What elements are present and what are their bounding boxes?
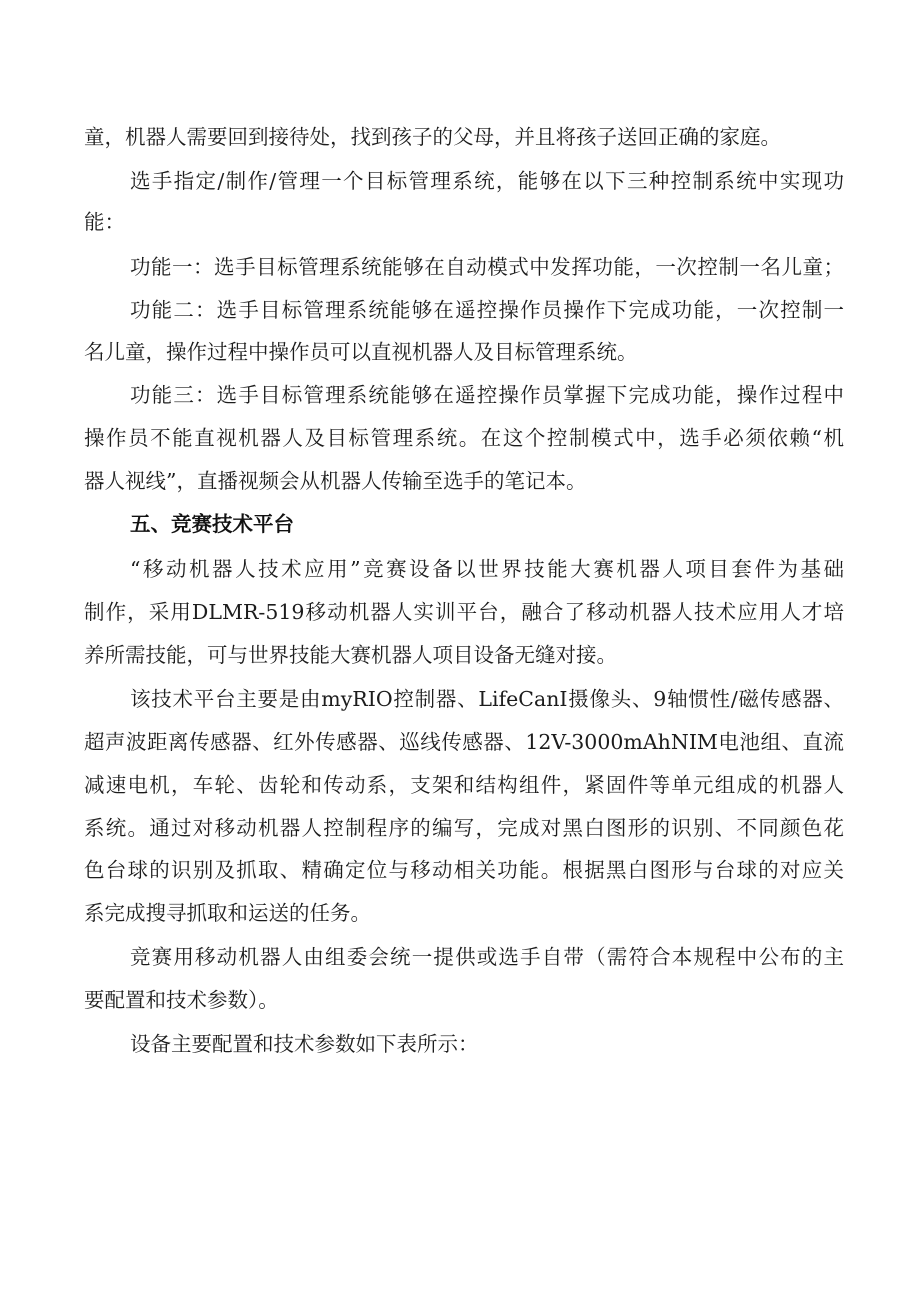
paragraph-line: 器人视线”，直播视频会从机器人传输至选手的笔记本。: [84, 469, 587, 493]
paragraph-line: 色台球的识别及抓取、精确定位与移动相关功能。根据黑白图形与台球的对应关: [84, 858, 844, 882]
paragraph-line: 系完成搜寻抓取和运送的任务。: [84, 901, 371, 925]
paragraph-line: 童，机器人需要回到接待处，找到孩子的父母，并且将孩子送回正确的家庭。: [84, 125, 781, 149]
paragraph-line: 系统。通过对移动机器人控制程序的编写，完成对黑白图形的识别、不同颜色花: [84, 816, 844, 840]
paragraph-line: 该技术平台主要是由myRIO控制器、LifeCanI摄像头、9轴惯性/磁传感器、: [130, 687, 844, 711]
paragraph-line: 养所需技能，可与世界技能大赛机器人项目设备无缝对接。: [84, 643, 617, 667]
paragraph-line: 要配置和技术参数）。: [84, 988, 279, 1012]
paragraph-line: 操作员不能直视机器人及目标管理系统。在这个控制模式中，选手必须依赖“机: [84, 426, 844, 450]
paragraph-line: 减速电机，车轮、齿轮和传动系，支架和结构组件，紧固件等单元组成的机器人: [84, 773, 844, 797]
paragraph-line: 功能一：选手目标管理系统能够在自动模式中发挥功能，一次控制一名儿童；: [130, 255, 844, 279]
paragraph-line: 功能二：选手目标管理系统能够在遥控操作员操作下完成功能，一次控制一: [130, 298, 844, 322]
paragraph-line: 超声波距离传感器、红外传感器、巡线传感器、12V-3000mAhNIM电池组、直流: [84, 730, 844, 754]
paragraph-line: 名儿童，操作过程中操作员可以直视机器人及目标管理系统。: [84, 340, 638, 364]
paragraph-line: 设备主要配置和技术参数如下表所示：: [130, 1032, 479, 1056]
paragraph-line: 制作，采用DLMR-519移动机器人实训平台，融合了移动机器人技术应用人才培: [84, 600, 844, 624]
section-heading: 五、竞赛技术平台: [130, 512, 294, 536]
paragraph-line: 选手指定/制作/管理一个目标管理系统，能够在以下三种控制系统中实现功: [130, 169, 844, 193]
paragraph-line: 竞赛用移动机器人由组委会统一提供或选手自带（需符合本规程中公布的主: [130, 945, 844, 969]
paragraph-line: 能：: [84, 210, 125, 234]
paragraph-line: 功能三：选手目标管理系统能够在遥控操作员掌握下完成功能，操作过程中: [130, 383, 844, 407]
paragraph-line: “移动机器人技术应用”竞赛设备以世界技能大赛机器人项目套件为基础: [130, 557, 844, 581]
